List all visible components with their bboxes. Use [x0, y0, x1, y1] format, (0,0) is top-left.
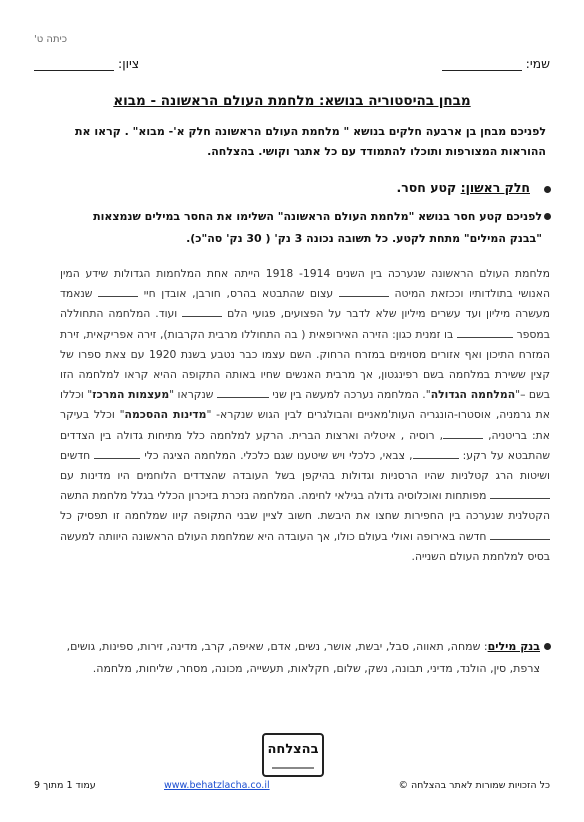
part-one-label: חלק ראשון: — [460, 180, 530, 195]
passage-text: " וכלל בעיקר את: בריטניה, — [60, 408, 550, 442]
passage-emphasis: מעצמות המרכז — [92, 388, 170, 402]
passage-text: ". המלחמה נערכה למעשה בין שני — [272, 388, 431, 402]
answer-blank[interactable] — [182, 305, 222, 317]
score-field — [34, 56, 139, 71]
website-link[interactable]: www.behatzlacha.co.il — [164, 780, 270, 791]
exam-intro: לפניכם מבחן בן ארבעה חלקים בנושא " מלחמת העולם הראשונה חלק א'- מבוא" . קראו את ההוראות המצורפות ותוכלו להתמודד עם כל אתגר וקושי. בהצלחה. — [74, 125, 546, 158]
passage-text: , צבאי, כלכלי ויש שיטענו שגם כלכלי. המלחמה הציגה כלי — [144, 448, 413, 462]
passage-text: " וכללו את גרמניה, אוסטרו-הונגריה העות'מאניים והבולגרים לבין הגוש שנקרא- " — [60, 388, 550, 422]
answer-blank[interactable] — [457, 326, 513, 338]
answer-blank[interactable] — [443, 427, 483, 439]
bullet-icon — [542, 183, 552, 193]
passage-text: מלחמת העולם הראשונה שנערכה בין השנים 1914- 1918 הייתה אחת המלחמות הגדולות שידע המין האנושי בתולדותיו וככזאת המיטה — [60, 267, 551, 301]
answer-blank[interactable] — [490, 487, 550, 499]
part-one-instructions: לפניכם קטע חסר בנושא "מלחמת העולם הראשונה" השלימו את החסר במילים שנמצאות "בבנק המילים" מתחת לקטע. כל תשובה נכונה 3 נק' ( 30 נק' סה"כ). — [93, 210, 542, 245]
word-bank-colon: : — [483, 640, 488, 653]
passage-emphasis: המלחמה הגדולה — [430, 388, 516, 402]
answer-blank[interactable] — [339, 285, 389, 297]
copyright-notice: כל הזכויות שמורות לאתר בהצלחה © — [398, 780, 550, 791]
passage-text: שנקראו " — [169, 388, 214, 402]
word-bank-label: בנק מילים — [487, 640, 540, 653]
exam-title: מבחן בהיסטוריה בנושא: מלחמת העולם הראשונה - מבוא — [113, 93, 471, 109]
passage-text: חדשים ושיטות הרג קטלניות שהיו הרסניות וגדולות בהיקפן בשל העובדה שהצדדים הלוחמים היו מדינות עם — [60, 448, 550, 483]
answer-blank[interactable] — [490, 528, 550, 540]
passage-text: מפותחות ואוכלוסיה גדולה בגילאי לחימה. המלחמה נזכרת בזיכרון הכללי בגלל מלחמת התשה הקטלנית שנערכה בין החפירות שחצו את היבשת. חשוב לציין שבני התקופה קיוו שמלחמה זו תפסיק כל — [60, 489, 550, 523]
logo-underline — [272, 767, 314, 769]
answer-blank[interactable] — [413, 447, 459, 459]
passage-text: ועוד. המלחמה התחוללה במספר — [60, 307, 550, 341]
word-bank — [64, 636, 540, 680]
logo-text: בהצלחה — [267, 742, 319, 757]
passage-text: , רוסיה , איטליה וארצות הברית. הרקע למלחמה כלל מתיחות גדולה בין הצדדים שהתבטא על רקע: — [60, 428, 551, 462]
student-details — [34, 56, 550, 76]
name-blank[interactable] — [442, 58, 522, 71]
bullet-icon — [542, 210, 552, 220]
cloze-passage — [60, 264, 550, 567]
behatzlacha-logo — [262, 733, 324, 777]
page-number: עמוד 1 מתוך 9 — [34, 780, 96, 791]
passage-emphasis: מדינות ההסכמה — [124, 408, 207, 422]
bullet-icon — [542, 640, 552, 650]
part-one-heading — [397, 180, 531, 195]
passage-text: עצום שהתבטא בהרס, חורבן, אובדן חיי — [143, 287, 334, 301]
score-blank[interactable] — [34, 58, 114, 71]
name-label: שמי: — [525, 56, 550, 71]
answer-blank[interactable] — [98, 285, 138, 297]
passage-text: שנאמד מעשרה מיליון ועד עשרים מיליון שלא לדבר על הפצועים, פגועי הלם — [60, 287, 550, 321]
grade-level: כיתה ט' — [34, 34, 68, 45]
score-label: ציון: — [117, 56, 140, 71]
page-footer — [34, 780, 550, 796]
passage-text: חדשה באירופה ואולי בעולם כולו, אך העובדה היא שמלחמת העולם הראשונה היוותה למעשה בסיס למלחמת העולם השנייה. — [60, 529, 550, 563]
part-one-subtitle: קטע חסר. — [396, 180, 457, 195]
word-bank-words: שמחה, תאווה, סבל, יבשת, אושר, נשים, אדם, שאיפה, קרב, מדינה, זירות, ספינות, גושים, צרפת, סין, הולנד, מדיני, תבונה, נשק, שלום, חקלאות, תעשייה, מכונה, מסחר, שליחות, מלחמה. — [66, 640, 540, 675]
name-field — [442, 56, 550, 71]
passage-text: בו זמנית כגון: הזירה האירופאית ( בה התחוללו מרבית הקרבות), זירה אפריקאית, זירת המזרח התיכון ואף אזורים מסוימים במזרח הרחוק. השם עצמו כבר נטבע בשנת 1920 עם צאת ספרו של קצין ששירת במלחמה בשם רפינגטון, אך מרבית האנשים שחיו באותה התקופה ההיא קראו למלחמה הזו בשם –" — [60, 327, 550, 402]
answer-blank[interactable] — [217, 386, 269, 398]
answer-blank[interactable] — [94, 447, 140, 459]
